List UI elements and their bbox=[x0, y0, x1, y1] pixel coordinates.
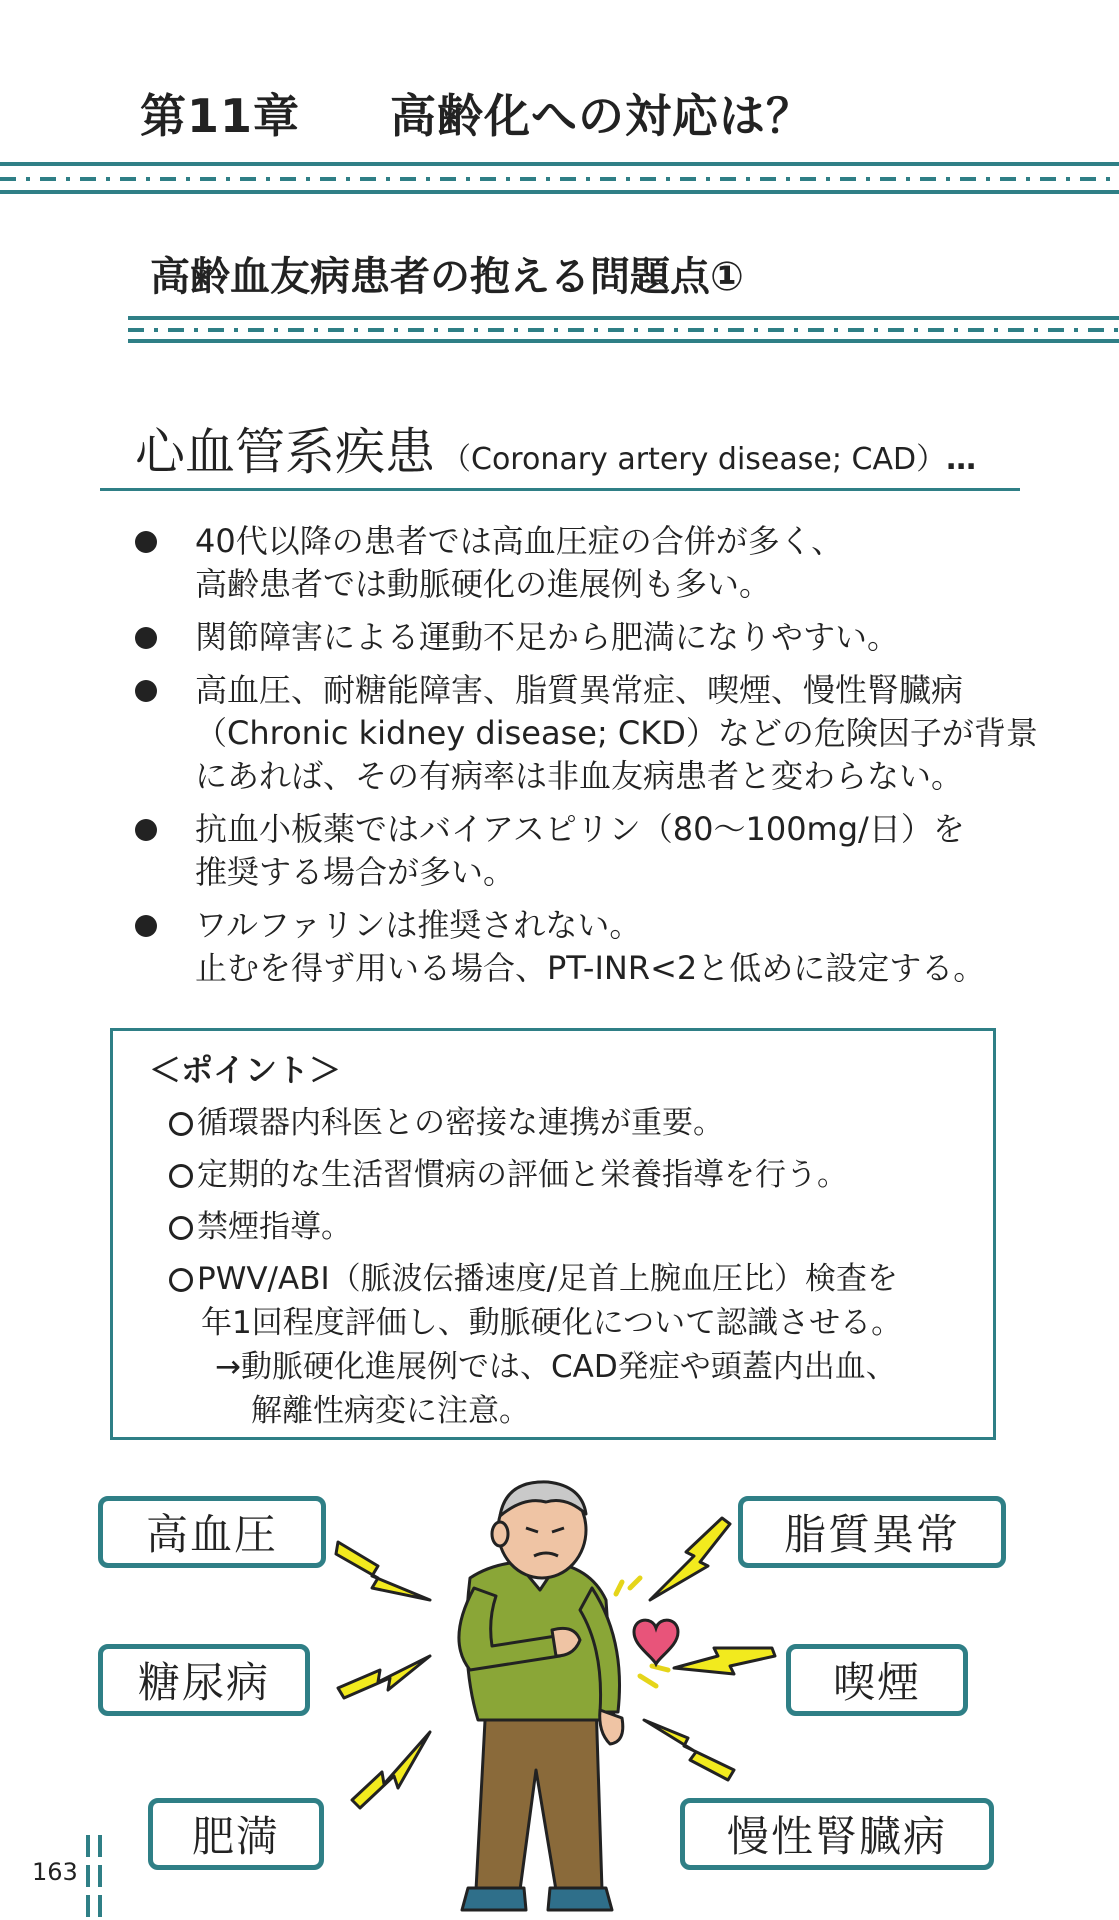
circle-bullet-icon bbox=[169, 1216, 193, 1240]
bullet-line: 止むを得ず用いる場合、PT-INR<2と低めに設定する。 bbox=[195, 949, 986, 987]
chapter-title: 高齢化への対応は？ bbox=[390, 89, 814, 143]
risk-tag-hypertension: 高血圧 bbox=[98, 1496, 326, 1568]
bullet-line: 高血圧、耐糖能障害、脂質異常症、喫煙、慢性腎臓病 bbox=[195, 671, 964, 709]
point-continuation: 年1回程度評価し、動脈硬化について認識させる。 bbox=[201, 1305, 903, 1341]
point-continuation: →動脈硬化進展例では、CAD発症や頭蓋内出血、 bbox=[215, 1349, 897, 1385]
bullet-dot bbox=[135, 627, 157, 649]
point-title: ＜ポイント＞ bbox=[149, 1051, 342, 1089]
bullet-item bbox=[135, 616, 1015, 659]
risk-tag-dyslipidemia: 脂質異常 bbox=[738, 1496, 1006, 1568]
bullet-dot bbox=[135, 531, 157, 553]
bullet-item bbox=[135, 808, 1015, 894]
risk-tag-smoking: 喫煙 bbox=[786, 1644, 968, 1716]
subtitle-rule-top bbox=[128, 316, 1119, 320]
header-rule-dashed bbox=[0, 177, 1119, 181]
bullet-item bbox=[135, 520, 1015, 606]
lightning-icon bbox=[338, 1656, 430, 1698]
bullet-list bbox=[135, 520, 1038, 1000]
page-subtitle: 高齢血友病患者の抱える問題点① bbox=[150, 254, 744, 300]
point-box bbox=[110, 1028, 996, 1440]
bullet-item bbox=[135, 904, 1015, 990]
chapter-label: 第11章 bbox=[140, 89, 301, 143]
point-item-text: 定期的な生活習慣病の評価と栄養指導を行う。 bbox=[197, 1157, 848, 1193]
section-underline bbox=[100, 488, 1020, 491]
bullet-line: 高齢患者では動脈硬化の進展例も多い。 bbox=[195, 565, 772, 603]
heart-icon bbox=[634, 1620, 678, 1664]
page-edge-bar bbox=[98, 1835, 102, 1920]
bullet-line: 40代以降の患者では高血圧症の合併が多く、 bbox=[195, 522, 844, 560]
risk-tag-diabetes: 糖尿病 bbox=[98, 1644, 310, 1716]
section-ellipsis: … bbox=[946, 442, 977, 477]
point-item-text: PWV/ABI（脈波伝播速度/足首上腕血圧比）検査を bbox=[197, 1261, 899, 1297]
bullet-dot bbox=[135, 915, 157, 937]
bullet-dot bbox=[135, 819, 157, 841]
subtitle-rule-bottom bbox=[128, 339, 1119, 343]
circle-bullet-icon bbox=[169, 1164, 193, 1188]
page-edge-bar bbox=[86, 1835, 90, 1920]
bullet-dot bbox=[135, 680, 157, 702]
chapter-heading bbox=[140, 80, 813, 146]
subtitle-rule-dashed bbox=[128, 328, 1119, 332]
circle-bullet-icon bbox=[169, 1268, 193, 1292]
point-item bbox=[169, 1097, 724, 1142]
circle-bullet-icon bbox=[169, 1112, 193, 1136]
risk-tag-ckd: 慢性腎臓病 bbox=[680, 1798, 994, 1870]
point-item-text: 禁煙指導。 bbox=[197, 1209, 352, 1245]
section-heading bbox=[135, 412, 976, 484]
bullet-line: ワルファリンは推奨されない。 bbox=[195, 906, 642, 944]
section-title: 心血管系疾患 bbox=[135, 423, 435, 481]
bullet-line: にあれば、その有病率は非血友病患者と変わらない。 bbox=[195, 757, 964, 795]
lightning-icon bbox=[650, 1518, 730, 1600]
bullet-line: 抗血小板薬ではバイアスピリン（80〜100mg/日）を bbox=[195, 810, 965, 848]
point-item bbox=[169, 1149, 848, 1194]
bullet-line: 関節障害による運動不足から肥満になりやすい。 bbox=[195, 618, 900, 656]
bullet-line: （Chronic kidney disease; CKD）などの危険因子が背景 bbox=[195, 714, 1038, 752]
page-number: 163 bbox=[32, 1858, 78, 1886]
point-item-text: 循環器内科医との密接な連携が重要。 bbox=[197, 1105, 724, 1141]
lightning-icon bbox=[336, 1542, 430, 1600]
point-item bbox=[169, 1253, 898, 1298]
header-rule-bottom bbox=[0, 190, 1119, 194]
bullet-item bbox=[135, 669, 1038, 798]
elderly-man-figure bbox=[459, 1482, 623, 1910]
lightning-icon bbox=[352, 1732, 430, 1808]
lightning-icon bbox=[644, 1720, 734, 1780]
point-item bbox=[169, 1201, 352, 1246]
bullet-line: 推奨する場合が多い。 bbox=[195, 853, 516, 891]
point-continuation: 解離性病変に注意。 bbox=[251, 1393, 530, 1429]
section-english: （Coronary artery disease; CAD） bbox=[441, 442, 947, 477]
risk-tag-obesity: 肥満 bbox=[148, 1798, 324, 1870]
lightning-icon bbox=[674, 1648, 775, 1674]
header-rule-top bbox=[0, 162, 1119, 166]
